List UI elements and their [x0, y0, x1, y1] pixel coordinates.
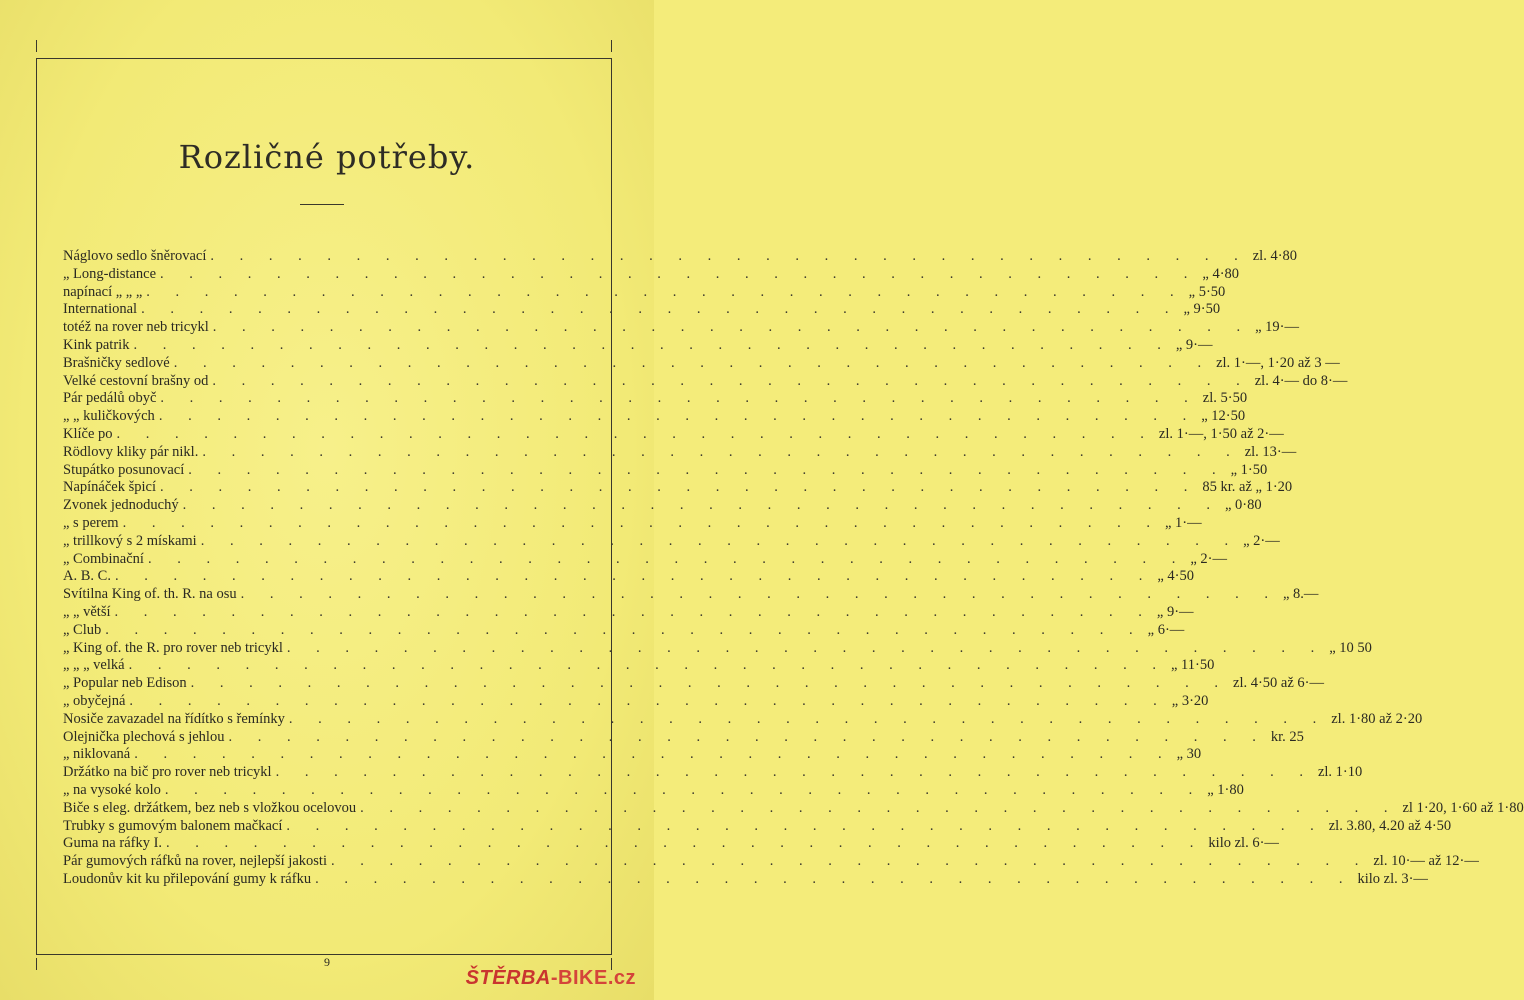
item-price: zl. 10·— až 12·—	[1373, 853, 1479, 870]
item-label: Stupátko posunovací	[63, 461, 185, 478]
page-title: Rozličné potřeby.	[178, 138, 476, 176]
item-price: „ 4·50	[1157, 568, 1194, 585]
top-border-line	[36, 58, 612, 59]
leader-dots: . . . . . . . . . . . . . . . . . . . . . . . . . . . . . . . . . . . .	[129, 692, 1168, 709]
item-price: „ 5·50	[1188, 283, 1226, 300]
list-item	[63, 870, 1428, 889]
leader-dots: . . . . . . . . . . . . . . . . . . . . . . . . . . . . . . . . . . . .	[122, 514, 1161, 531]
item-label: „ „ „ velká	[63, 657, 125, 674]
leader-dots: . . . . . . . . . . . . . . . . . . . . . . . . . . . . . . . . . . . .	[228, 728, 1267, 745]
left-border-line	[36, 58, 37, 954]
item-label: „ Long-distance	[63, 265, 157, 282]
leader-dots: . . . . . . . . . . . . . . . . . . . . . . . . . . . . . . . . . . . .	[128, 657, 1167, 674]
leader-dots: . . . . . . . . . . . . . . . . . . . . . . . . . . . . . . . . . . . .	[286, 639, 1326, 656]
list-item	[63, 568, 1194, 586]
item-price: „ 2·—	[1190, 550, 1227, 567]
leader-dots: . . . . . . . . . . . . . . . . . . . . . . . . . . . . . . . . . . . .	[286, 817, 1325, 834]
item-price: „ 9·—	[1156, 603, 1194, 620]
leader-dots: . . . . . . . . . . . . . . . . . . . . . . . . . . . . . . . . . . . .	[158, 408, 1198, 425]
leader-dots: . . . . . . . . . . . . . . . . . . . . . . . . . . . . . . . . . . . .	[147, 550, 1187, 567]
list-item	[63, 835, 1279, 853]
list-item	[63, 497, 1262, 515]
item-price: „ 8.—	[1282, 586, 1319, 603]
item-price: „ 4·80	[1202, 265, 1240, 282]
item-label: „ Combinační	[63, 550, 144, 567]
crop-mark	[36, 40, 37, 52]
leader-dots: . . . . . . . . . . . . . . . . . . . . . . . . . . . . . . . . . . . .	[360, 799, 1399, 816]
leader-dots: . . . . . . . . . . . . . . . . . . . . . . . . . . . . . . . . . . . .	[114, 568, 1154, 585]
item-price: zl. 5·50	[1202, 390, 1248, 407]
item-label: totéž na rover neb tricykl	[63, 319, 209, 336]
list-item	[63, 746, 1202, 764]
leader-dots: . . . . . . . . . . . . . . . . . . . . . . . . . . . . . . . . . . . .	[182, 497, 1221, 514]
list-item	[63, 319, 1300, 337]
leader-dots: . . . . . . . . . . . . . . . . . . . . . . . . . . . . . . . . . . . .	[164, 781, 1204, 798]
leader-dots: . . . . . . . . . . . . . . . . . . . . . . . . . . . . . . . . . . . .	[212, 372, 1251, 389]
item-label: Svítilna King of. th. R. na osu	[63, 586, 237, 603]
item-price: „ 2·—	[1243, 532, 1280, 549]
page-number: 9	[324, 955, 330, 969]
item-label: Náglovo sedlo šněrovací	[63, 248, 207, 264]
list-item	[63, 479, 1293, 497]
leader-dots: . . . . . . . . . . . . . . . . . . . . . . . . . . . . . . . . . . . .	[134, 746, 1173, 763]
list-item	[63, 425, 1284, 444]
list-item	[63, 728, 1304, 747]
item-label: A. B. C.	[63, 568, 111, 585]
list-item	[63, 621, 1185, 640]
item-price: zl. 4·— do 8·—	[1254, 372, 1348, 389]
item-price: zl. 4·80	[1252, 248, 1298, 264]
leader-dots: . . . . . . . . . . . . . . . . . . . . . . . . . . . . . . . . . . . .	[190, 675, 1230, 692]
leader-dots: . . . . . . . . . . . . . . . . . . . . . . . . . . . . . . . . . . . .	[133, 336, 1172, 353]
leader-dots: . . . . . . . . . . . . . . . . . . . . . . . . . . . . . . . . . . . .	[166, 835, 1205, 852]
item-label: Napínáček špicí	[63, 479, 157, 496]
leader-dots: . . . . . . . . . . . . . . . . . . . . . . . . . . . . . . . . . . . .	[116, 425, 1155, 442]
list-item	[63, 675, 1325, 693]
item-price: zl 1·20, 1·60 až 1·80	[1402, 799, 1524, 816]
item-label: Nosiče zavazadel na řídítko s řemínky	[63, 710, 285, 727]
leader-dots: . . . . . . . . . . . . . . . . . . . . . . . . . . . . . . . . . . . .	[330, 853, 1370, 870]
item-label: „ niklovaná	[63, 746, 131, 763]
item-label: Kink patrik	[63, 336, 130, 353]
watermark-logo	[466, 967, 636, 990]
item-price: „ 9·50	[1183, 301, 1221, 318]
list-item	[63, 550, 1227, 569]
item-label: Pár gumových ráfků na rover, nejlepší jakosti	[63, 853, 327, 870]
list-item	[63, 710, 1423, 729]
item-price: zl. 1·10	[1317, 764, 1363, 781]
item-price: zl. 4·50 až 6·—	[1233, 675, 1325, 692]
item-label: Olejnička plechová s jehlou	[63, 728, 225, 745]
watermark-suffix: -BIKE.cz	[550, 967, 636, 989]
item-price: zl. 1·—, 1·20 až 3 —	[1216, 354, 1340, 371]
list-item	[63, 372, 1348, 391]
item-price: „ 1·50	[1230, 461, 1268, 478]
list-item	[63, 390, 1248, 408]
leader-dots: . . . . . . . . . . . . . . . . . . . . . . . . . . . . . . . . . . . .	[188, 461, 1227, 478]
list-item	[63, 514, 1202, 533]
item-price: „ 10 50	[1329, 639, 1372, 656]
list-item	[63, 354, 1340, 373]
item-label: Loudonův kit ku přilepování gumy k ráfku	[63, 870, 312, 887]
list-item	[63, 283, 1226, 302]
item-price: zl. 13·—	[1244, 443, 1297, 460]
leader-dots: . . . . . . . . . . . . . . . . . . . . . . . . . . . . . . . . . . . .	[200, 532, 1240, 549]
item-label: „ Popular neb Edison	[63, 675, 187, 692]
list-item	[63, 639, 1372, 658]
item-label: „ King of. the R. pro rover neb tricykl	[63, 639, 283, 656]
list-item	[63, 781, 1244, 800]
list-item	[63, 603, 1194, 622]
leader-dots: . . . . . . . . . . . . . . . . . . . . . . . . . . . . . . . . . . . .	[240, 586, 1279, 603]
item-price: 85 kr. až „ 1·20	[1202, 479, 1293, 496]
leader-dots: . . . . . . . . . . . . . . . . . . . . . . . . . . . . . . . . . . . .	[160, 265, 1199, 282]
item-price: kr. 25	[1270, 728, 1304, 745]
leader-dots: . . . . . . . . . . . . . . . . . . . . . . . . . . . . . . . . . . . .	[210, 248, 1249, 264]
title-underline	[300, 204, 344, 205]
item-label: Biče s eleg. držátkem, bez neb s vložkou ocelovou	[63, 799, 357, 816]
list-item	[63, 657, 1215, 675]
item-price: kilo zl. 3·—	[1357, 870, 1428, 887]
item-label: „ „ větší	[63, 603, 111, 620]
item-label: Velké cestovní brašny od	[63, 372, 209, 389]
leader-dots: . . . . . . . . . . . . . . . . . . . . . . . . . . . . . . . . . . . .	[173, 354, 1213, 371]
item-price: „ 11·50	[1170, 657, 1215, 674]
leader-dots: . . . . . . . . . . . . . . . . . . . . . . . . . . . . . . . . . . . .	[275, 764, 1314, 781]
item-label: Zvonek jednoduchý	[63, 497, 179, 514]
item-price: „ 1·80	[1207, 781, 1244, 798]
list-item	[63, 853, 1479, 871]
list-item	[63, 532, 1280, 551]
leader-dots: . . . . . . . . . . . . . . . . . . . . . . . . . . . . . . . . . . . .	[141, 301, 1180, 318]
item-label: International	[63, 301, 138, 318]
list-item	[63, 799, 1524, 818]
list-item	[63, 301, 1221, 319]
item-label: „ „ kuličkových	[63, 408, 155, 425]
leader-dots: . . . . . . . . . . . . . . . . . . . . . . . . . . . . . . . . . . . .	[212, 319, 1252, 336]
list-item	[63, 248, 1298, 266]
item-label: „ obyčejná	[63, 692, 126, 709]
item-label: Držátko na bič pro rover neb tricykl	[63, 764, 272, 781]
item-price: „ 12·50	[1201, 408, 1246, 425]
item-label: Trubky s gumovým balonem mačkací	[63, 817, 283, 834]
item-label: Guma na ráfky I.	[63, 835, 163, 852]
list-item	[63, 408, 1246, 426]
list-item	[63, 265, 1240, 284]
item-label: Rödlovy kliky pár nikl.	[63, 443, 199, 460]
leader-dots: . . . . . . . . . . . . . . . . . . . . . . . . . . . . . . . . . . . .	[160, 390, 1199, 407]
leader-dots: . . . . . . . . . . . . . . . . . . . . . . . . . . . . . . . . . . . .	[146, 283, 1185, 300]
list-item	[63, 817, 1452, 836]
item-price: „ 3·20	[1171, 692, 1209, 709]
list-item	[63, 336, 1213, 355]
item-label: Brašničky sedlové	[63, 354, 170, 371]
item-label: „ s perem	[63, 514, 119, 531]
item-price: kilo zl. 6·—	[1208, 835, 1279, 852]
leader-dots: . . . . . . . . . . . . . . . . . . . . . . . . . . . . . . . . . . . .	[202, 443, 1241, 460]
item-label: Pár pedálů obyč	[63, 390, 157, 407]
leader-dots: . . . . . . . . . . . . . . . . . . . . . . . . . . . . . . . . . . . .	[105, 621, 1144, 638]
item-label: „ na vysoké kolo	[63, 781, 161, 798]
item-label: Klíče po	[63, 425, 113, 442]
item-price: zl. 3.80, 4.20 až 4·50	[1328, 817, 1452, 834]
item-label: napínací „ „ „	[63, 283, 143, 300]
leader-dots: . . . . . . . . . . . . . . . . . . . . . . . . . . . . . . . . . . . .	[160, 479, 1199, 496]
item-label: „ Club	[63, 621, 102, 638]
crop-mark	[611, 40, 612, 52]
item-price: „ 30	[1176, 746, 1202, 763]
leader-dots: . . . . . . . . . . . . . . . . . . . . . . . . . . . . . . . . . . . .	[114, 603, 1153, 620]
list-item	[63, 586, 1319, 604]
leader-dots: . . . . . . . . . . . . . . . . . . . . . . . . . . . . . . . . . . . .	[288, 710, 1328, 727]
item-price: „ 0·80	[1224, 497, 1262, 514]
list-item	[63, 692, 1209, 711]
list-item	[63, 764, 1363, 782]
item-price: „ 1·—	[1164, 514, 1202, 531]
item-price: „ 6·—	[1147, 621, 1185, 638]
leader-dots: . . . . . . . . . . . . . . . . . . . . . . . . . . . . . . . . . . . .	[315, 870, 1354, 887]
list-item	[63, 443, 1297, 462]
list-item	[63, 461, 1268, 480]
watermark-brand: ŠTĚRBA	[465, 967, 551, 989]
item-price: zl. 1·—, 1·50 až 2·—	[1158, 425, 1284, 442]
item-price: „ 9·—	[1175, 336, 1213, 353]
price-list	[63, 248, 1524, 889]
item-price: zl. 1·80 až 2·20	[1331, 710, 1423, 727]
item-label: „ trillkový s 2 mískami	[63, 532, 197, 549]
item-price: „ 19·—	[1255, 319, 1300, 336]
